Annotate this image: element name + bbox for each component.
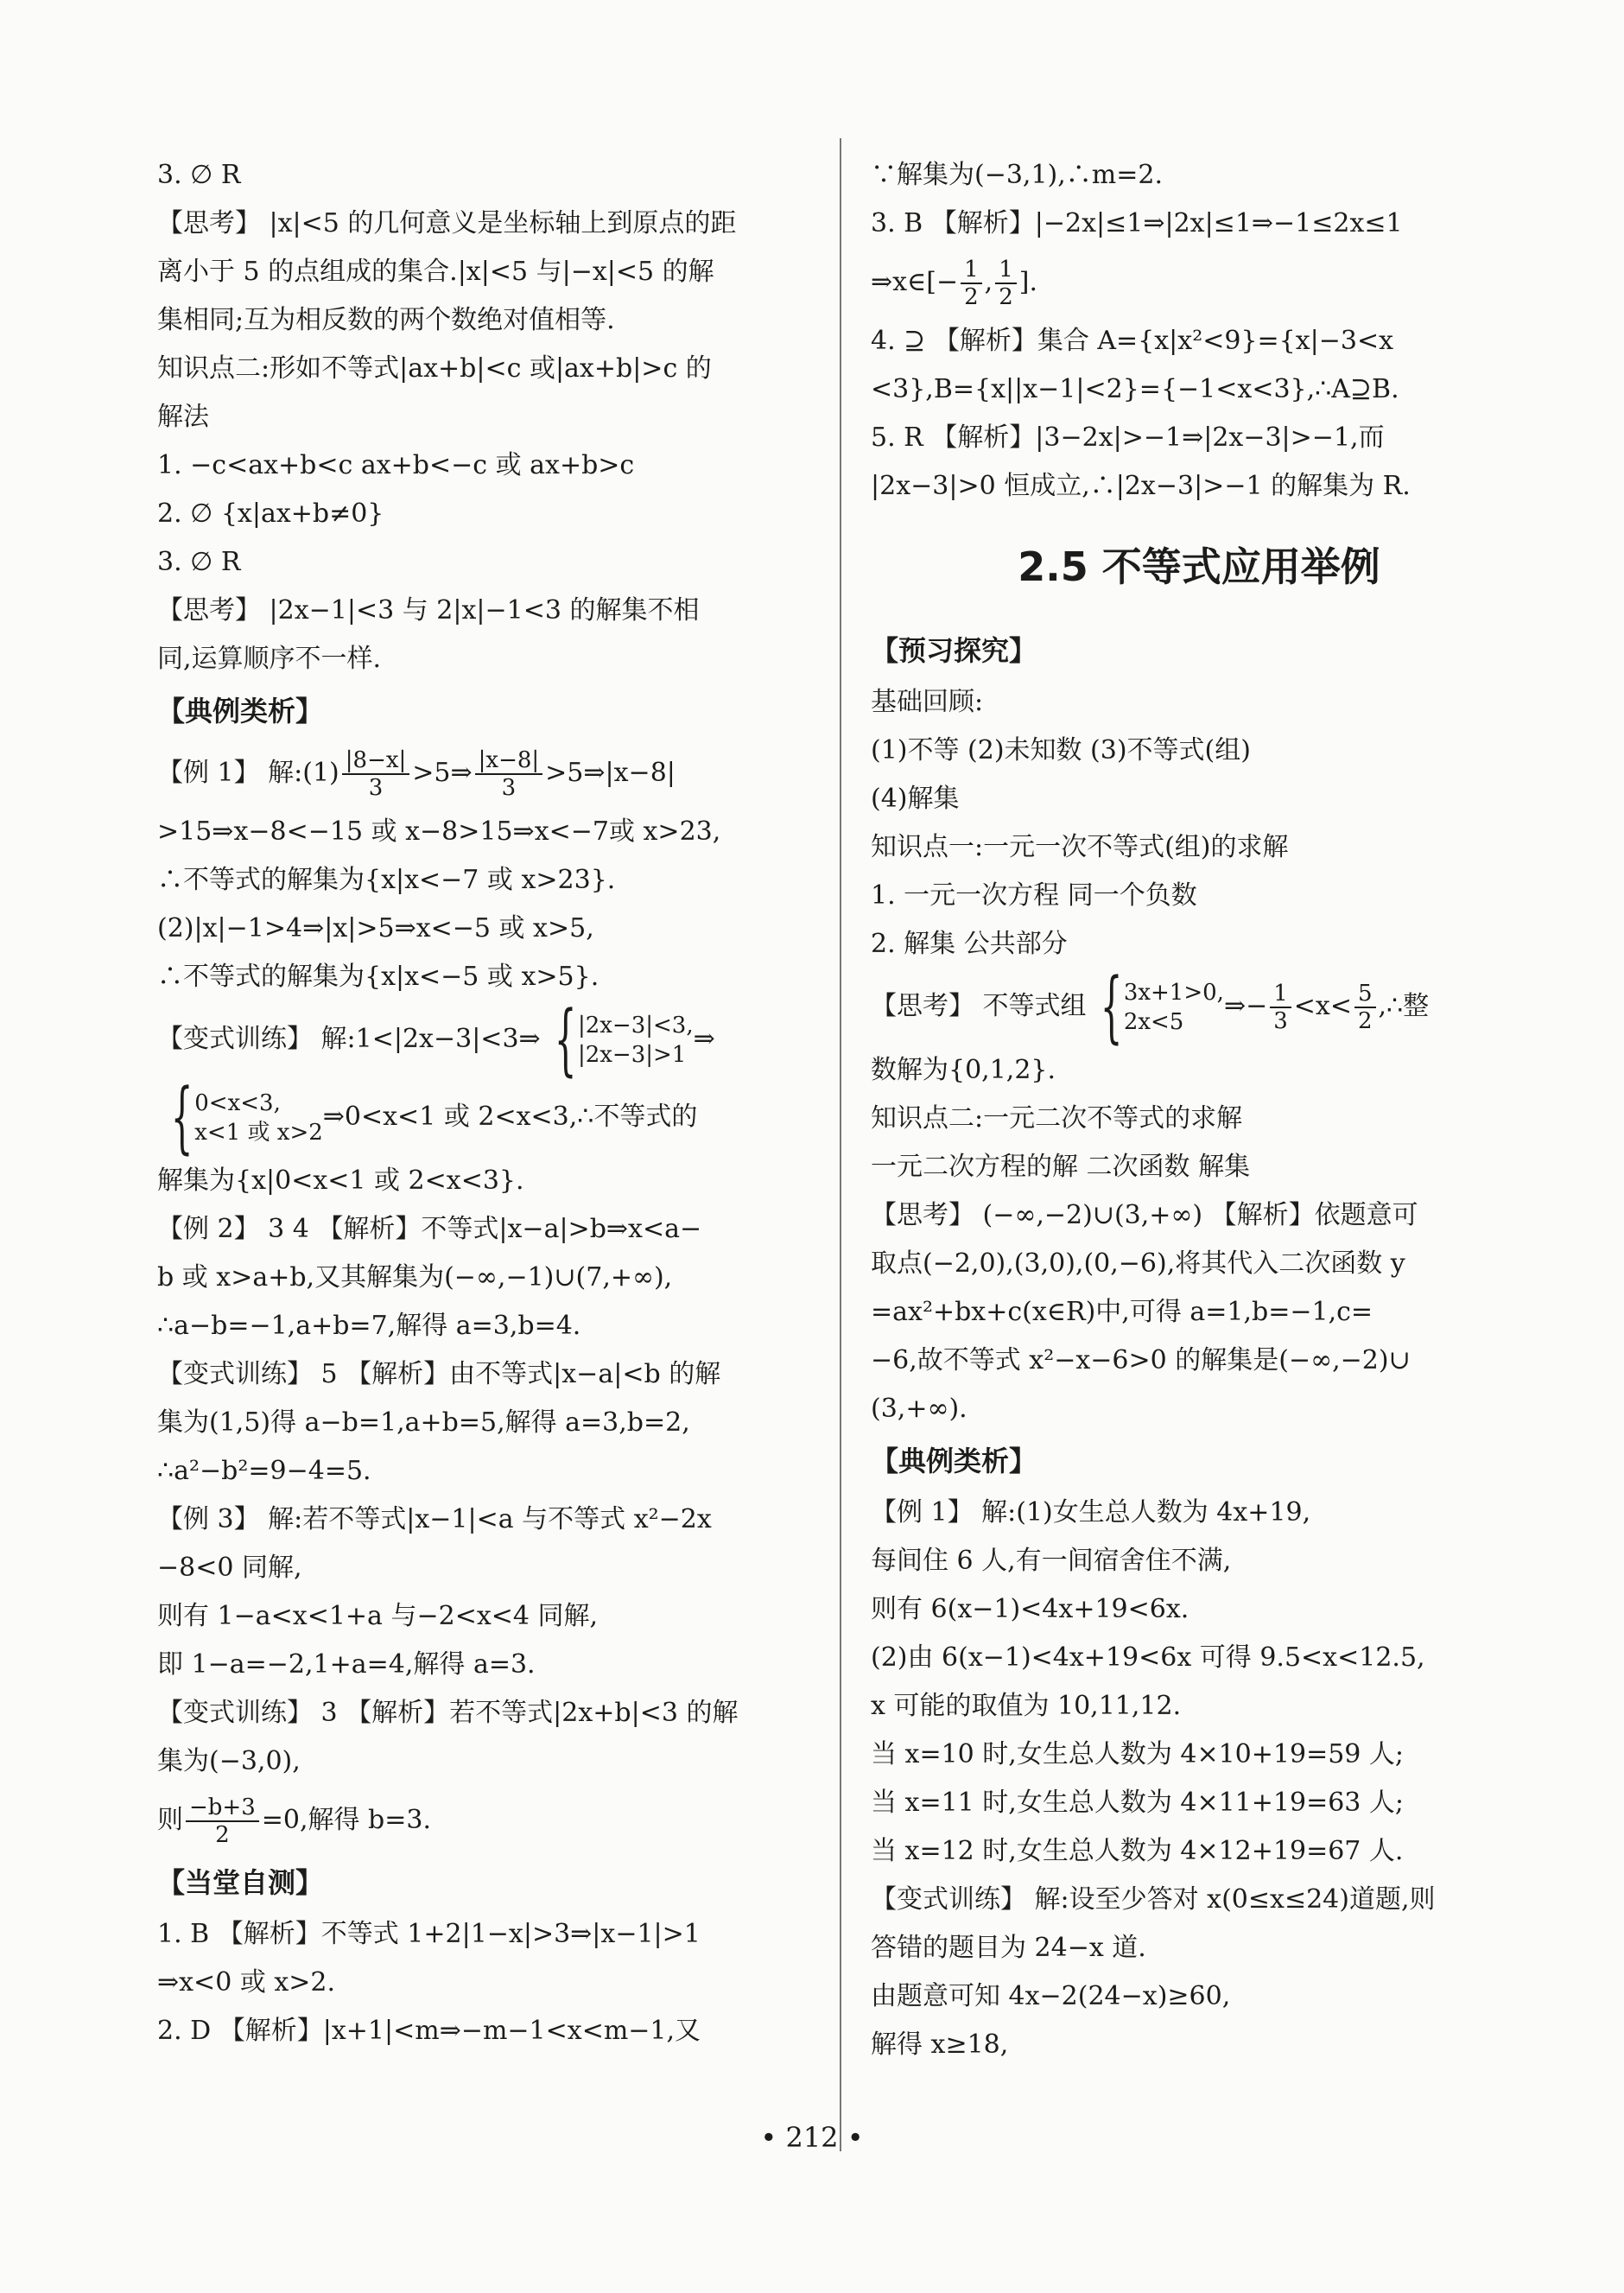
text-span: ⇒: [693, 1024, 715, 1054]
brace-icon: {: [554, 994, 577, 1085]
text-line: 即 1−a=−2,1+a=4,解得 a=3.: [157, 1649, 536, 1680]
text-line: (3,+∞).: [871, 1394, 967, 1424]
brace-icon: {: [170, 1072, 193, 1163]
fraction-denominator: 2: [964, 284, 979, 310]
fraction-denominator: 3: [1273, 1008, 1288, 1034]
text-span: <x<: [1293, 991, 1352, 1021]
text-line: (1)不等 (2)未知数 (3)不等式(组): [871, 735, 1251, 765]
text-line: 数解为{0,1,2}.: [871, 1055, 1056, 1085]
system-line: |2x−3|<3,: [577, 1013, 694, 1039]
fraction-denominator: 2: [999, 284, 1013, 310]
text-line: 【思考】 |2x−1|<3 与 2|x|−1<3 的解集不相: [157, 595, 700, 626]
text-span: 【例 1】 解:(1): [157, 758, 339, 788]
text-line: −6,故不等式 x²−x−6>0 的解集是(−∞,−2)∪: [871, 1345, 1411, 1375]
text-line: 知识点一:一元一次不等式(组)的求解: [871, 832, 1289, 862]
fraction-denominator: 2: [215, 1822, 230, 1848]
fraction-numerator: 1: [1270, 981, 1291, 1008]
left-column: [157, 151, 814, 2055]
text-line: 集相同;互为相反数的两个数绝对值相等.: [157, 305, 615, 335]
text-line: 当 x=10 时,女生总人数为 4×10+19=59 人;: [871, 1739, 1405, 1769]
fraction-denominator: 2: [1357, 1008, 1373, 1034]
fraction-numerator: 1: [995, 257, 1017, 284]
text-line: (2)由 6(x−1)<4x+19<6x 可得 9.5<x<12.5,: [871, 1642, 1425, 1673]
text-span: 【变式训练】 解:1<|2x−3|<3⇒: [157, 1024, 541, 1054]
example-1-line: [157, 739, 814, 808]
fraction-numerator: −b+3: [186, 1794, 259, 1822]
text-line: 当 x=12 时,女生总人数为 4×12+19=67 人.: [871, 1836, 1404, 1866]
text-line: 【例 2】 3 4 【解析】不等式|x−a|>b⇒x<a−: [157, 1214, 702, 1244]
text-line: 4. ⊇ 【解析】集合 A={x|x²<9}={x|−3<x: [871, 326, 1394, 356]
system-line: 2x<5: [1123, 1009, 1184, 1035]
fraction: [475, 747, 543, 801]
text-line: =ax²+bx+c(x∈R)中,可得 a=1,b=−1,c=: [871, 1297, 1373, 1327]
text-line: |2x−3|>0 恒成立,∴|2x−3|>−1 的解集为 R.: [871, 471, 1411, 501]
equation-system: [541, 994, 694, 1085]
text-line: 解法: [157, 402, 209, 432]
text-line: (2)|x|−1>4⇒|x|>5⇒x<−5 或 x>5,: [157, 913, 594, 943]
text-span: ⇒−: [1223, 991, 1268, 1021]
brace-icon: {: [1100, 962, 1123, 1052]
text-line: 【例 3】 解:若不等式|x−1|<a 与不等式 x²−2x: [157, 1504, 712, 1534]
text-line: 每间住 6 人,有一间宿舍住不满,: [871, 1546, 1232, 1576]
text-line: 离小于 5 的点组成的集合.|x|<5 与|−x|<5 的解: [157, 257, 714, 287]
system-line: x<1 或 x>2: [194, 1120, 323, 1146]
interval-line: [871, 248, 1527, 317]
system-line: |2x−3|>1: [577, 1042, 687, 1068]
text-line: ∴a−b=−1,a+b=7,解得 a=3,b=4.: [157, 1311, 581, 1341]
text-line: 1. B 【解析】不等式 1+2|1−x|>3⇒|x−1|>1: [157, 1919, 701, 1949]
text-line: 则有 1−a<x<1+a 与−2<x<4 同解,: [157, 1601, 599, 1631]
fraction: [342, 747, 410, 801]
text-line: ∴a²−b²=9−4=5.: [157, 1456, 371, 1486]
text-span: =0,解得 b=3.: [261, 1805, 432, 1835]
column-divider: [840, 138, 841, 2151]
fraction: [995, 257, 1017, 310]
text-line: 3. B 【解析】|−2x|≤1⇒|2x|≤1⇒−1≤2x≤1: [871, 208, 1403, 238]
text-line: 则有 6(x−1)<4x+19<6x.: [871, 1594, 1189, 1624]
text-line: 同,运算顺序不一样.: [157, 644, 382, 674]
variant-training-line: [157, 994, 814, 1085]
system-line: 3x+1>0,: [1123, 980, 1224, 1006]
text-line: 当 x=11 时,女生总人数为 4×11+19=63 人;: [871, 1788, 1405, 1818]
fraction: [1270, 981, 1291, 1034]
text-line: >15⇒x−8<−15 或 x−8>15⇒x<−7或 x>23,: [157, 816, 721, 847]
text-line: 【例 1】 解:(1)女生总人数为 4x+19,: [871, 1497, 1311, 1528]
text-line: 基础回顾:: [871, 687, 984, 717]
text-span: >5⇒|x−8|: [545, 758, 676, 788]
text-line: ∴不等式的解集为{x|x<−5 或 x>5}.: [157, 962, 599, 992]
fraction-line: [157, 1786, 814, 1855]
text-span: ⇒0<x<1 或 2<x<3,∴不等式的: [322, 1102, 698, 1132]
text-line: 【变式训练】 解:设至少答对 x(0≤x≤24)道题,则: [871, 1884, 1436, 1915]
text-line: 1. 一元一次方程 同一个负数: [871, 880, 1197, 911]
text-line: x 可能的取值为 10,11,12.: [871, 1691, 1182, 1721]
section-heading: 【典例类析】: [157, 695, 324, 727]
fraction-numerator: 5: [1354, 981, 1376, 1008]
text-line: (4)解集: [871, 784, 960, 814]
fraction: [1354, 981, 1376, 1034]
text-line: −8<0 同解,: [157, 1553, 302, 1583]
section-heading: 【当堂自测】: [157, 1866, 324, 1899]
text-line: 3. ∅ R: [157, 547, 241, 577]
text-line: 集为(1,5)得 a−b=1,a+b=5,解得 a=3,b=2,: [157, 1407, 690, 1438]
fraction-denominator: 3: [501, 775, 517, 801]
text-span: 【思考】 不等式组: [871, 991, 1087, 1021]
text-span: ].: [1018, 267, 1037, 297]
text-line: 2. 解集 公共部分: [871, 929, 1068, 959]
equation-system: [157, 1072, 323, 1163]
text-line: ∵解集为(−3,1),∴m=2.: [871, 160, 1163, 190]
text-span: 则: [157, 1805, 183, 1835]
text-span: >5⇒: [412, 758, 473, 788]
text-line: 【变式训练】 3 【解析】若不等式|2x+b|<3 的解: [157, 1698, 739, 1728]
text-line: 【思考】 |x|<5 的几何意义是坐标轴上到原点的距: [157, 208, 737, 238]
text-span: ,: [984, 267, 993, 297]
right-column: [871, 151, 1527, 2069]
fraction-numerator: |8−x|: [342, 747, 410, 775]
text-line: 2. D 【解析】|x+1|<m⇒−m−1<x<m−1,又: [157, 2016, 701, 2046]
text-span: [−: [926, 267, 959, 297]
text-line: 由题意可知 4x−2(24−x)≥60,: [871, 1981, 1231, 2011]
section-heading: 【典例类析】: [871, 1445, 1037, 1477]
section-title: 2.5 不等式应用举例: [1018, 543, 1380, 590]
equation-system: [1087, 962, 1224, 1052]
text-span: ,∴整: [1378, 991, 1430, 1021]
fraction-denominator: 3: [368, 775, 384, 801]
text-span: ⇒x∈: [871, 267, 927, 297]
text-line: 一元二次方程的解 二次函数 解集: [871, 1152, 1251, 1182]
text-line: 【变式训练】 5 【解析】由不等式|x−a|<b 的解: [157, 1359, 721, 1389]
fraction: [186, 1794, 259, 1848]
fraction-numerator: 1: [961, 257, 982, 284]
text-line: 知识点二:形如不等式|ax+b|<c 或|ax+b|>c 的: [157, 353, 712, 384]
text-line: 解得 x≥18,: [871, 2029, 1009, 2060]
text-line: 1. −c<ax+b<c ax+b<−c 或 ax+b>c: [157, 450, 635, 480]
text-line: 集为(−3,0),: [157, 1746, 301, 1776]
fraction-numerator: |x−8|: [475, 747, 543, 775]
system-line: 0<x<3,: [194, 1090, 281, 1116]
text-line: 5. R 【解析】|3−2x|>−1⇒|2x−3|>−1,而: [871, 422, 1385, 453]
text-line: ∴不等式的解集为{x|x<−7 或 x>23}.: [157, 865, 616, 895]
text-line: 知识点二:一元二次不等式的求解: [871, 1103, 1243, 1134]
variant-training-line: [157, 1072, 814, 1163]
text-line: 【思考】 (−∞,−2)∪(3,+∞) 【解析】依题意可: [871, 1200, 1418, 1230]
text-line: 3. ∅ R: [157, 160, 241, 190]
text-line: <3},B={x||x−1|<2}={−1<x<3},∴A⊇B.: [871, 374, 1399, 404]
fraction: [961, 257, 982, 310]
text-line: 取点(−2,0),(3,0),(0,−6),将其代入二次函数 y: [871, 1248, 1405, 1279]
section-heading: 【预习探究】: [871, 634, 1037, 667]
text-line: 解集为{x|0<x<1 或 2<x<3}.: [157, 1166, 524, 1196]
page-number: • 212 •: [760, 2121, 864, 2154]
text-line: ⇒x<0 或 x>2.: [157, 1967, 336, 1998]
text-line: b 或 x>a+b,又其解集为(−∞,−1)∪(7,+∞),: [157, 1262, 673, 1293]
think-line: [871, 962, 1527, 1052]
text-line: 答错的题目为 24−x 道.: [871, 1933, 1146, 1963]
text-line: 2. ∅ {x|ax+b≠0}: [157, 499, 384, 529]
